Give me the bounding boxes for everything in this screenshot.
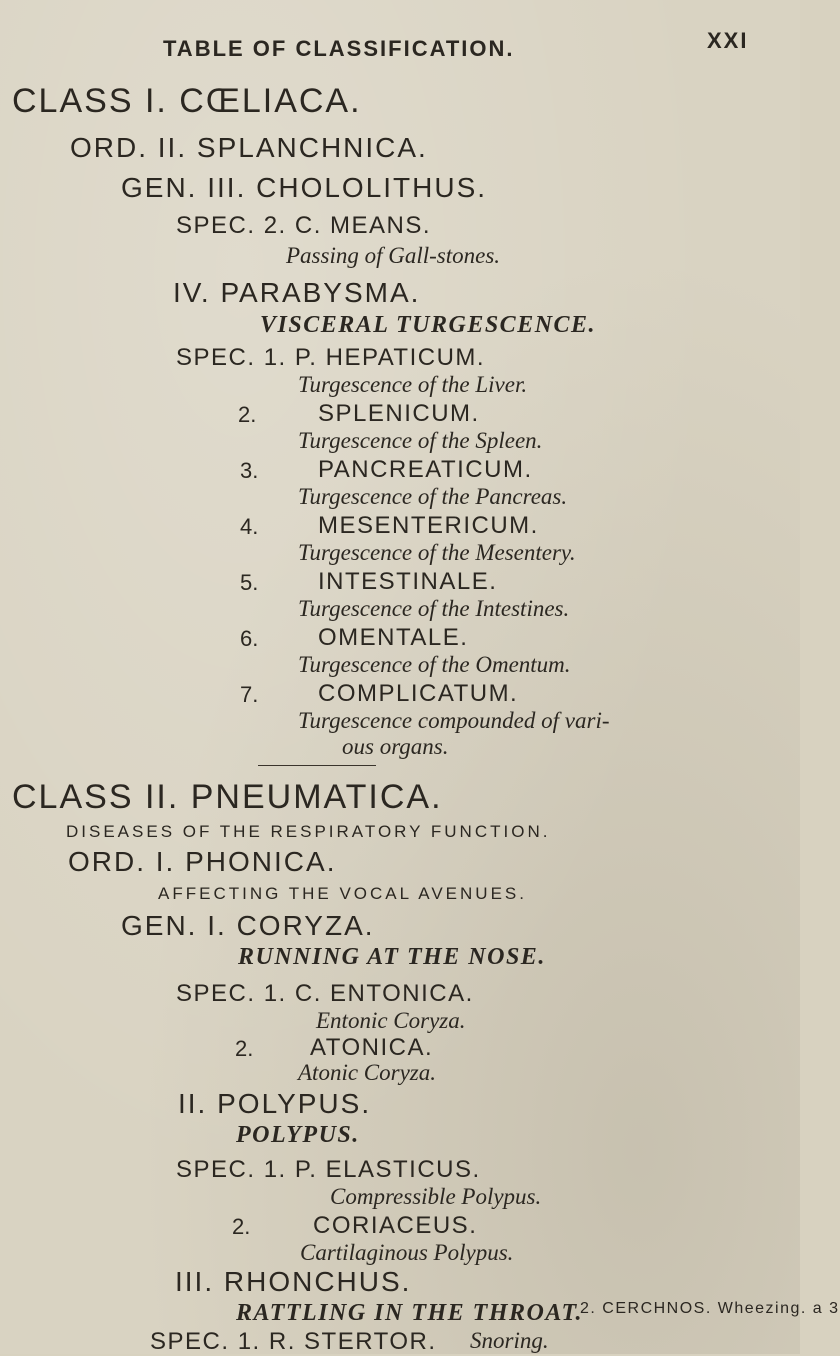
species-intestinale-desc: Turgescence of the Intestines. bbox=[298, 596, 570, 621]
species-atonica: ATONICA. bbox=[310, 1034, 434, 1061]
species-number: 6. bbox=[240, 626, 259, 651]
species-splenicum: SPLENICUM. bbox=[318, 400, 480, 427]
species-stertor: SPEC. 1. R. STERTOR. bbox=[150, 1328, 437, 1355]
species-hepaticum-desc: Turgescence of the Liver. bbox=[298, 372, 528, 397]
species-number: 2. bbox=[232, 1214, 251, 1239]
class-2-heading: CLASS II. PNEUMATICA. bbox=[12, 778, 443, 816]
species-number: 4. bbox=[240, 514, 259, 539]
species-complicatum-desc: Turgescence compounded of vari- bbox=[298, 708, 610, 733]
species-c-means: SPEC. 2. C. MEANS. bbox=[176, 212, 432, 239]
species-number: 2. bbox=[238, 402, 257, 427]
species-stertor-desc: Snoring. bbox=[470, 1328, 549, 1353]
species-mesentericum: MESENTERICUM. bbox=[318, 512, 539, 539]
species-intestinale: INTESTINALE. bbox=[318, 568, 498, 595]
page-number: XXI bbox=[707, 28, 749, 53]
genus-coryza: GEN. I. CORYZA. bbox=[121, 910, 375, 941]
species-pancreaticum-desc: Turgescence of the Pancreas. bbox=[298, 484, 568, 509]
genus-rhonchus: III. RHONCHUS. bbox=[175, 1266, 412, 1297]
species-complicatum: COMPLICATUM. bbox=[318, 680, 519, 707]
species-omentale-desc: Turgescence of the Omentum. bbox=[298, 652, 571, 677]
species-splenicum-desc: Turgescence of the Spleen. bbox=[298, 428, 543, 453]
species-c-means-desc: Passing of Gall-stones. bbox=[286, 243, 501, 268]
genus-polypus: II. POLYPUS. bbox=[178, 1088, 372, 1119]
species-elasticus-desc: Compressible Polypus. bbox=[330, 1184, 542, 1209]
species-entonica-desc: Entonic Coryza. bbox=[316, 1008, 466, 1033]
species-complicatum-desc-cont: ous organs. bbox=[342, 734, 449, 759]
species-number: 3. bbox=[240, 458, 259, 483]
species-omentale: OMENTALE. bbox=[318, 624, 469, 651]
species-number: 5. bbox=[240, 570, 259, 595]
species-coriaceus: CORIACEUS. bbox=[313, 1212, 478, 1239]
species-entonica: SPEC. 1. C. ENTONICA. bbox=[176, 980, 474, 1007]
order-phonica-subtitle: AFFECTING THE VOCAL AVENUES. bbox=[158, 884, 527, 903]
genus-polypus-subtitle: POLYPUS. bbox=[236, 1122, 360, 1148]
section-divider bbox=[258, 765, 376, 766]
species-number: 7. bbox=[240, 682, 259, 707]
species-coriaceus-desc: Cartilaginous Polypus. bbox=[300, 1240, 514, 1265]
class-2-subtitle: DISEASES OF THE RESPIRATORY FUNCTION. bbox=[66, 822, 551, 841]
species-atonica-desc: Atonic Coryza. bbox=[298, 1060, 436, 1085]
species-mesentericum-desc: Turgescence of the Mesentery. bbox=[298, 540, 576, 565]
genus-coryza-subtitle: RUNNING AT THE NOSE. bbox=[238, 944, 546, 970]
species-hepaticum: SPEC. 1. P. HEPATICUM. bbox=[176, 344, 486, 371]
order-phonica: ORD. I. PHONICA. bbox=[68, 846, 337, 877]
species-cerchnos: 2. CERCHNOS. Wheezing. a 3 bbox=[580, 1300, 840, 1317]
species-elasticus: SPEC. 1. P. ELASTICUS. bbox=[176, 1156, 481, 1183]
class-1-heading: CLASS I. CŒLIACA. bbox=[12, 82, 362, 120]
running-header: TABLE OF CLASSIFICATION. bbox=[163, 36, 515, 61]
species-pancreaticum: PANCREATICUM. bbox=[318, 456, 533, 483]
species-number: 2. bbox=[235, 1036, 254, 1061]
genus-parabysma: IV. PARABYSMA. bbox=[173, 277, 421, 308]
order-splanchnica: ORD. II. SPLANCHNICA. bbox=[70, 132, 428, 163]
genus-parabysma-subtitle: VISCERAL TURGESCENCE. bbox=[260, 312, 597, 338]
genus-chololithus: GEN. III. CHOLOLITHUS. bbox=[121, 172, 488, 203]
genus-rhonchus-subtitle: RATTLING IN THE THROAT. bbox=[236, 1300, 583, 1326]
